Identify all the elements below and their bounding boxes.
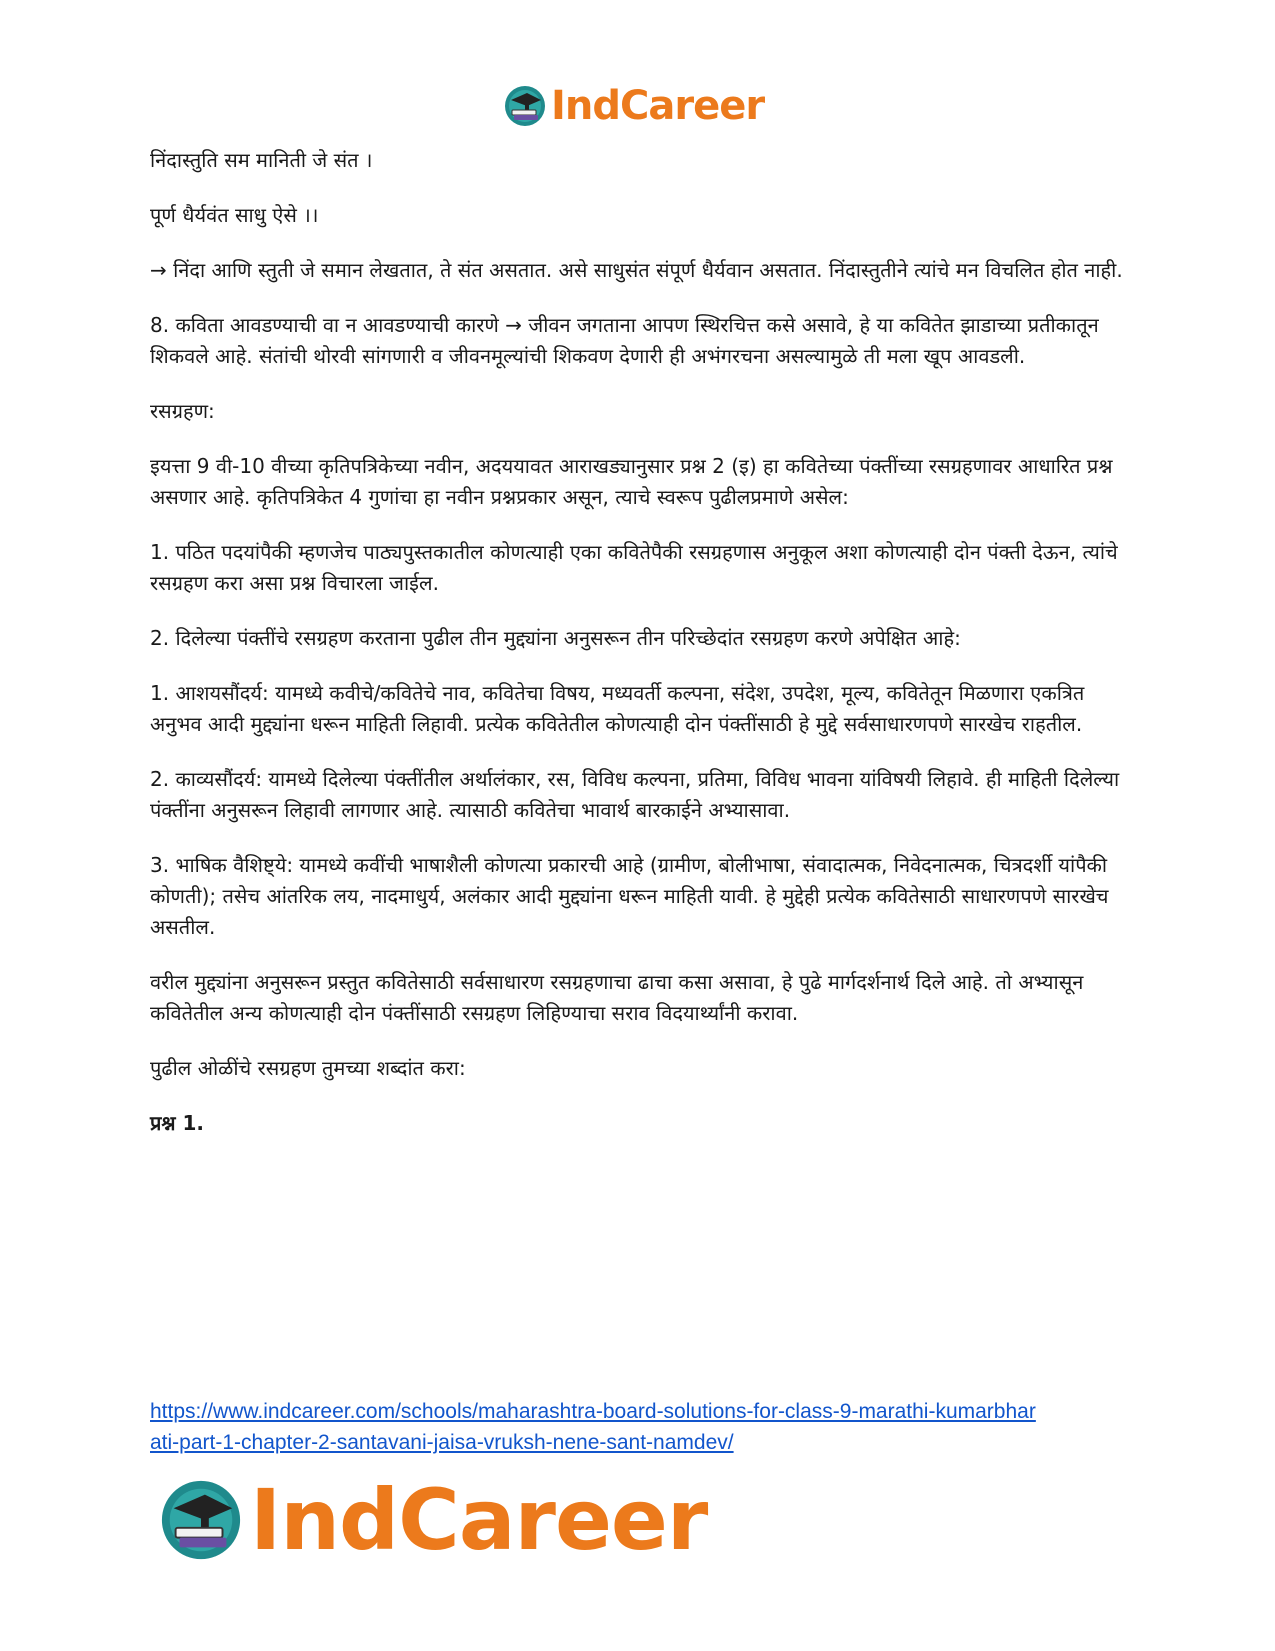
instruction-line: पुढील ओळींचे रसग्रहण तुमच्या शब्दांत करा:: [150, 1056, 466, 1080]
source-link-block: [150, 1396, 1140, 1458]
rasagrahan-heading: रसग्रहण:: [150, 399, 215, 423]
graduation-cap-book-icon: [503, 84, 547, 128]
sub-point-kavya: 2. काव्यसौंदर्य: यामध्ये दिलेल्या पंक्तींतील अर्थालंकार, रस, विविध कल्पना, प्रतिमा, विविध भावना यांविषयी लिहावे. ही माहिती दिलेल्या पंक्तींना अनुसरून लिहावी लागणार आहे. त्यासाठी कवितेचा भावार्थ बारकाईने अभ्यासावा.: [150, 767, 1120, 822]
source-link-line-1[interactable]: https://www.indcareer.com/schools/maharashtra-board-solutions-for-class-9-marathi-kumarbhar: [150, 1400, 1036, 1423]
document-body: [150, 145, 1140, 1163]
footer-logo: [158, 1470, 707, 1570]
closing-paragraph: वरील मुद्द्यांना अनुसरून प्रस्तुत कवितेसाठी सर्वसाधारण रसग्रहणाचा ढाचा कसा असावा, हे पुढे मार्गदर्शनार्थ दिले आहे. तो अभ्यासून कवितेतील अन्य कोणत्याही दोन पंक्तींसाठी रसग्रहण लिहिण्याचा सराव विदयार्थ्यांनी करावा.: [150, 970, 1084, 1025]
point-1: 1. पठित पदयांपैकी म्हणजेच पाठ्यपुस्तकातील कोणत्याही एका कवितेपैकी रसग्रहणास अनुकूल अशा कोणत्याही दोन पंक्ती देऊन, त्यांचे रसग्रहण करा असा प्रश्न विचारला जाईल.: [150, 540, 1118, 595]
question-label: प्रश्न 1.: [150, 1111, 204, 1135]
brand-name: IndCareer: [250, 1471, 708, 1569]
source-link-line-2[interactable]: ati-part-1-chapter-2-santavani-jaisa-vruksh-nene-sant-namdev/: [150, 1431, 734, 1454]
header-logo: [503, 78, 764, 134]
graduation-cap-book-icon: [158, 1477, 244, 1563]
sub-point-ashay: 1. आशयसौंदर्य: यामध्ये कवीचे/कवितेचे नाव, कवितेचा विषय, मध्यवर्ती कल्पना, संदेश, उपदेश, मूल्य, कवितेतून मिळणारा एकत्रित अनुभव आदी मुद्द्यांना धरून माहिती लिहावी. प्रत्येक कवितेतील कोणत्याही दोन पंक्तींसाठी हे मुद्दे सर्वसाधारणपणे सारखेच राहतील.: [150, 681, 1085, 736]
verse-line-2: पूर्ण धैर्यवंत साधु ऐसे ।।: [150, 203, 319, 227]
brand-name: IndCareer: [551, 83, 765, 129]
verse-explanation: → निंदा आणि स्तुती जे समान लेखतात, ते संत असतात. असे साधुसंत संपूर्ण धैर्यवान असतात. निंदास्तुतीने त्यांचे मन विचलित होत नाही.: [150, 258, 1123, 282]
sub-point-bhashik: 3. भाषिक वैशिष्ट्ये: यामध्ये कवींची भाषाशैली कोणत्या प्रकारची आहे (ग्रामीण, बोलीभाषा, संवादात्मक, निवेदनात्मक, चित्रदर्शी यांपैकी कोणती); तसेच आंतरिक लय, नादमाधुर्य, अलंकार आदी मुद्द्यांना धरून माहिती यावी. हे मुद्देही प्रत्येक कवितेसाठी साधारणपणे सारखेच असतील.: [150, 853, 1109, 939]
rasagrahan-intro: इयत्ता 9 वी-10 वीच्या कृतिपत्रिकेच्या नवीन, अदययावत आराखड्यानुसार प्रश्न 2 (इ) हा कवितेच्या पंक्तींच्या रसग्रहणावर आधारित प्रश्न असणार आहे. कृतिपत्रिकेत 4 गुणांचा हा नवीन प्रश्नप्रकार असून, त्याचे स्वरूप पुढीलप्रमाणे असेल:: [150, 454, 1113, 509]
point-2: 2. दिलेल्या पंक्तींचे रसग्रहण करताना पुढील तीन मुद्द्यांना अनुसरून तीन परिच्छेदांत रसग्रहण करणे अपेक्षित आहे:: [150, 626, 961, 650]
verse-line-1: निंदास्तुति सम मानिती जे संत ।: [150, 148, 373, 172]
answer-8: 8. कविता आवडण्याची वा न आवडण्याची कारणे → जीवन जगताना आपण स्थिरचित्त कसे असावे, हे या कवितेत झाडाच्या प्रतीकातून शिकवले आहे. संतांची थोरवी सांगणारी व जीवनमूल्यांची शिकवण देणारी ही अभंगरचना असल्यामुळे ती मला खूप आवडली.: [150, 313, 1099, 368]
